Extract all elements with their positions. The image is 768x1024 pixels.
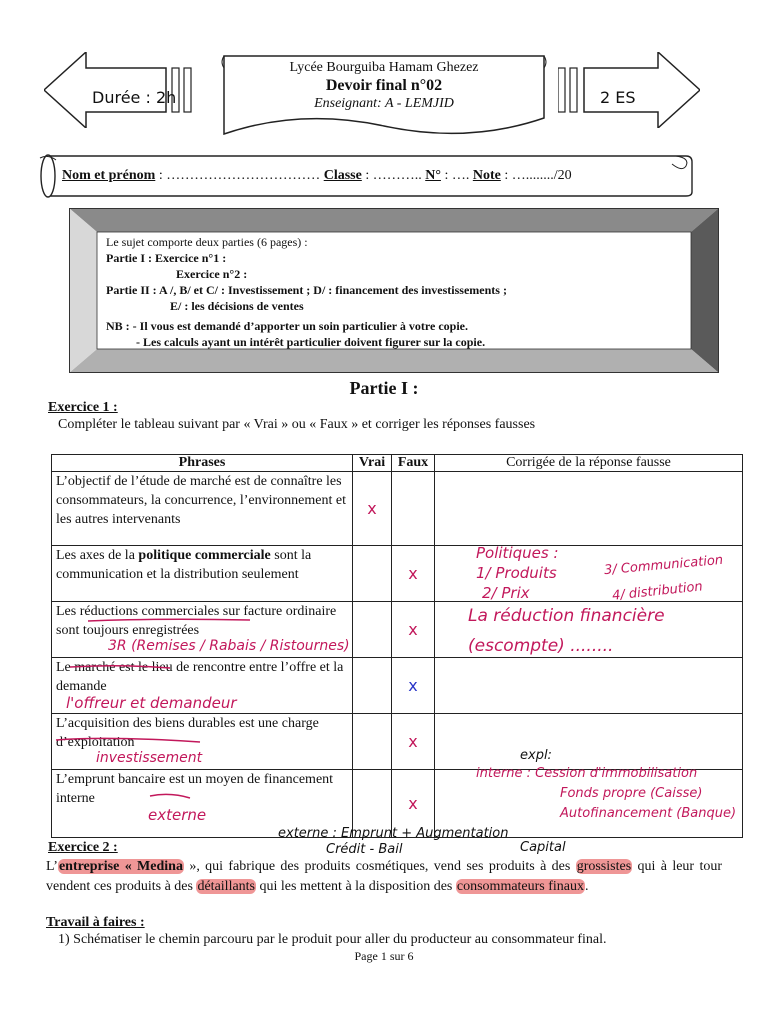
highlight-detaillants: détaillants <box>197 879 256 894</box>
duree-arrow <box>44 52 204 128</box>
page-footer: Page 1 sur 6 <box>354 949 414 963</box>
phrase-cell: L’emprunt bancaire est un moyen de financement interne <box>52 770 353 838</box>
note-field[interactable]: : …......../20 <box>500 168 572 183</box>
note-label: Note <box>472 168 501 183</box>
info-line-6: NB : - Il vous est demandé d’apporter un soin particulier à votre copie. <box>106 319 468 333</box>
nom-label: Nom et prénom <box>62 168 156 183</box>
school-name: Lycée Bourguiba Hamam Ghezez <box>289 60 479 75</box>
correction-cell[interactable] <box>435 472 743 546</box>
hw-credit-bail: Crédit - Bail <box>326 842 403 857</box>
info-line-4: Partie II : A /, B/ et C/ : Investissement ; D/ : financement des investissements ; <box>106 283 507 297</box>
hw-communication: 3/ Communication <box>603 552 724 579</box>
phrase-part: sont la communication et la distribution seulement <box>56 548 312 582</box>
exercice2-paragraph <box>46 857 722 897</box>
classe-field-label: Classe <box>323 168 362 183</box>
header-phrases: Phrases <box>52 455 353 472</box>
phrase-cell: Les réductions commerciales sur facture ordinaire sont toujours enregistrées <box>52 602 353 658</box>
vrai-cell[interactable] <box>353 602 392 658</box>
exercice1-title: Exercice 1 : <box>48 400 118 415</box>
para-part: qui à leur tour vendent ces produits à des <box>46 859 723 894</box>
hw-externe: externe <box>148 806 207 824</box>
hw-produits: 1/ Produits <box>476 564 557 582</box>
nom-field[interactable]: : …………………………… <box>155 168 324 183</box>
vrai-cell[interactable] <box>353 658 392 714</box>
header-faux: Faux <box>392 455 435 472</box>
para-part: . <box>585 879 589 894</box>
phrase-cell: Le marché est le lieu de rencontre entre l’offre et la demande <box>52 658 353 714</box>
hw-expl: expl: <box>520 748 552 763</box>
question-1: 1) Schématiser le chemin parcouru par le produit pour aller du producteur au consommateur final. <box>58 932 607 947</box>
phrase-part: Les axes de la <box>56 548 139 563</box>
title-banner <box>218 52 550 142</box>
exam-title: Devoir final n°02 <box>325 77 443 94</box>
partie-title: Partie I : <box>349 378 419 398</box>
hw-fonds: Fonds propre (Caisse) <box>560 786 703 801</box>
exercice1-instruction: Compléter le tableau suivant par « Vrai » ou « Faux » et corriger les réponses fausses <box>58 417 536 432</box>
faux-cell[interactable]: x <box>392 770 435 838</box>
travail-title: Travail à faires : <box>46 915 145 930</box>
vrai-cell[interactable] <box>353 546 392 602</box>
teacher-name: Enseignant: A - LEMJID <box>314 96 454 111</box>
faux-cell[interactable] <box>392 472 435 546</box>
exercice2-title: Exercice 2 : <box>48 840 118 855</box>
phrase-cell: L’objectif de l’étude de marché est de connaître les consommateurs, la concurrence, l’environnement et les autres intervenants <box>52 472 353 546</box>
classe-arrow <box>558 52 700 128</box>
table-header-row <box>52 455 743 472</box>
hw-prix: 2/ Prix <box>482 584 530 602</box>
faux-cell[interactable]: x <box>392 546 435 602</box>
info-line-1: Le sujet comporte deux parties (6 pages) : <box>106 235 308 249</box>
hw-capital: Capital <box>520 840 566 855</box>
para-part: », qui fabrique des produits cosmétiques, vend ses produits à des <box>183 859 576 874</box>
hw-distribution: 4/ distribution <box>611 579 704 604</box>
para-part: qui les mettent à la disposition des <box>256 879 456 894</box>
info-line-2: Partie I : Exercice n°1 : <box>106 251 227 265</box>
info-line-7: - Les calculs ayant un intérêt particulier doivent figurer sur la copie. <box>136 335 486 349</box>
numero-field[interactable]: : …. <box>440 168 473 183</box>
phrase-cell <box>52 546 353 602</box>
correction-cell[interactable] <box>435 714 743 770</box>
hw-offreur: l'offreur et demandeur <box>66 694 237 712</box>
hw-3r: 3R (Remises / Rabais / Ristournes) <box>108 638 350 654</box>
info-line-5: E/ : les décisions de ventes <box>170 299 304 313</box>
info-text <box>106 234 626 350</box>
numero-label: N° <box>425 168 441 183</box>
classe-field[interactable]: : ……….. <box>361 168 426 183</box>
header-vrai: Vrai <box>353 455 392 472</box>
phrase-bold: politique commerciale <box>138 548 271 563</box>
info-line-3: Exercice n°2 : <box>176 267 248 281</box>
duree-label: Durée : 2h <box>92 88 177 107</box>
header-corrigee: Corrigée de la réponse fausse <box>435 455 743 472</box>
phrase-cell: L’acquisition des biens durables est une charge d’exploitation <box>52 714 353 770</box>
vrai-cell[interactable]: x <box>353 472 392 546</box>
highlight-grossistes: grossistes <box>576 859 632 874</box>
hw-politiques: Politiques : <box>476 544 559 562</box>
student-line <box>62 168 572 184</box>
highlight-entreprise: entreprise « Medina <box>58 859 183 874</box>
vrai-cell[interactable] <box>353 714 392 770</box>
hw-externe-2: externe : Emprunt + Augmentation <box>278 826 509 841</box>
hw-escompte: (escompte) ........ <box>468 636 614 656</box>
faux-cell[interactable]: x <box>392 714 435 770</box>
faux-cell[interactable]: x <box>392 602 435 658</box>
faux-cell[interactable]: x <box>392 658 435 714</box>
para-part: L’ <box>46 859 58 874</box>
correction-cell[interactable] <box>435 658 743 714</box>
hw-autofin: Autofinancement (Banque) <box>560 806 737 821</box>
classe-label: 2 ES <box>600 88 636 107</box>
hw-investissement: investissement <box>96 750 203 766</box>
highlight-consommateurs: consommateurs finaux <box>456 879 585 894</box>
table-row <box>52 472 743 546</box>
hw-reduction: La réduction financière <box>468 606 665 626</box>
hw-interne: interne : Cession d'immobilisation <box>476 766 698 781</box>
